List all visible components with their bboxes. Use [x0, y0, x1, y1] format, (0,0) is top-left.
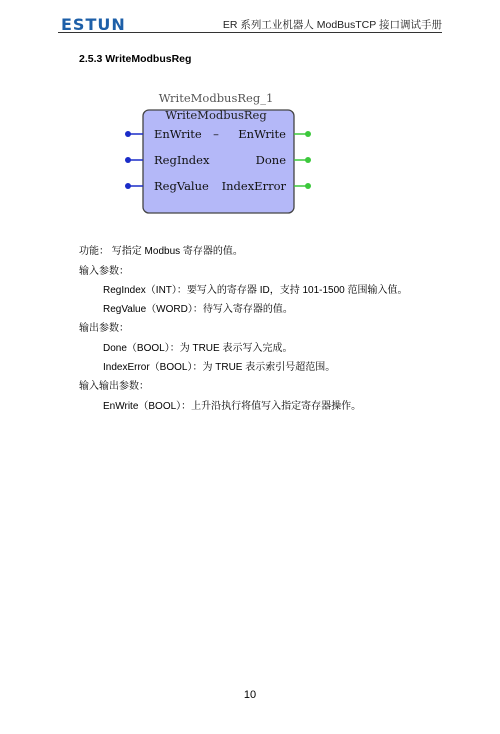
- fb-input-label: EnWrite: [154, 127, 202, 141]
- inout-params-heading: 输入输出参数：: [79, 381, 149, 392]
- header-title: ER 系列工业机器人 ModBusTCP 接口调试手册: [222, 19, 442, 31]
- fb-pin-enwrite-out: [238, 127, 311, 141]
- fb-input-label: RegIndex: [154, 153, 210, 167]
- input-pin-dot: [125, 183, 131, 189]
- fb-output-label: Done: [255, 153, 286, 167]
- input-pin-dot: [125, 157, 131, 163]
- fb-pin-done-out: [256, 153, 311, 167]
- output-pin-dot: [305, 157, 311, 163]
- inout-param-item: EnWrite（BOOL）：上升沿执行将值写入指定寄存器操作。: [103, 401, 362, 412]
- fb-pin-indexerror-out: [222, 179, 311, 193]
- output-params-heading: 输出参数：: [79, 323, 129, 334]
- fb-output-label: EnWrite: [238, 127, 286, 141]
- page-number: 10: [243, 689, 257, 701]
- output-pin-dot: [305, 131, 311, 137]
- function-block-diagram: [0, 0, 500, 240]
- fb-pin-enwrite-in: [125, 127, 202, 141]
- section-title: 2.5.3 WriteModbusReg: [79, 53, 192, 65]
- estun-logo: ESTUN: [61, 15, 126, 34]
- fb-input-label: RegValue: [154, 179, 209, 193]
- function-description: 功能： 写指定 Modbus 寄存器的值。: [79, 246, 243, 257]
- fb-output-label: IndexError: [221, 179, 286, 193]
- fb-pin-regvalue-in: [125, 179, 209, 193]
- input-param-item: RegValue（WORD）：待写入寄存器的值。: [103, 304, 293, 315]
- fb-instance-name: WriteModbusReg_1: [158, 91, 274, 105]
- fb-type-name: WriteModbusReg: [165, 108, 267, 122]
- input-pin-dot: [125, 131, 131, 137]
- input-param-item: RegIndex（INT）：要写入的寄存器 ID，支持 101-1500 范围输入值。: [103, 285, 408, 296]
- fb-pin-regindex-in: [125, 153, 210, 167]
- output-pin-dot: [305, 183, 311, 189]
- input-params-heading: 输入参数：: [79, 266, 129, 277]
- fb-dash: –: [213, 127, 219, 141]
- output-param-item: Done（BOOL）：为 TRUE 表示写入完成。: [103, 343, 293, 354]
- output-param-item: IndexError（BOOL）：为 TRUE 表示索引号超范围。: [103, 362, 336, 373]
